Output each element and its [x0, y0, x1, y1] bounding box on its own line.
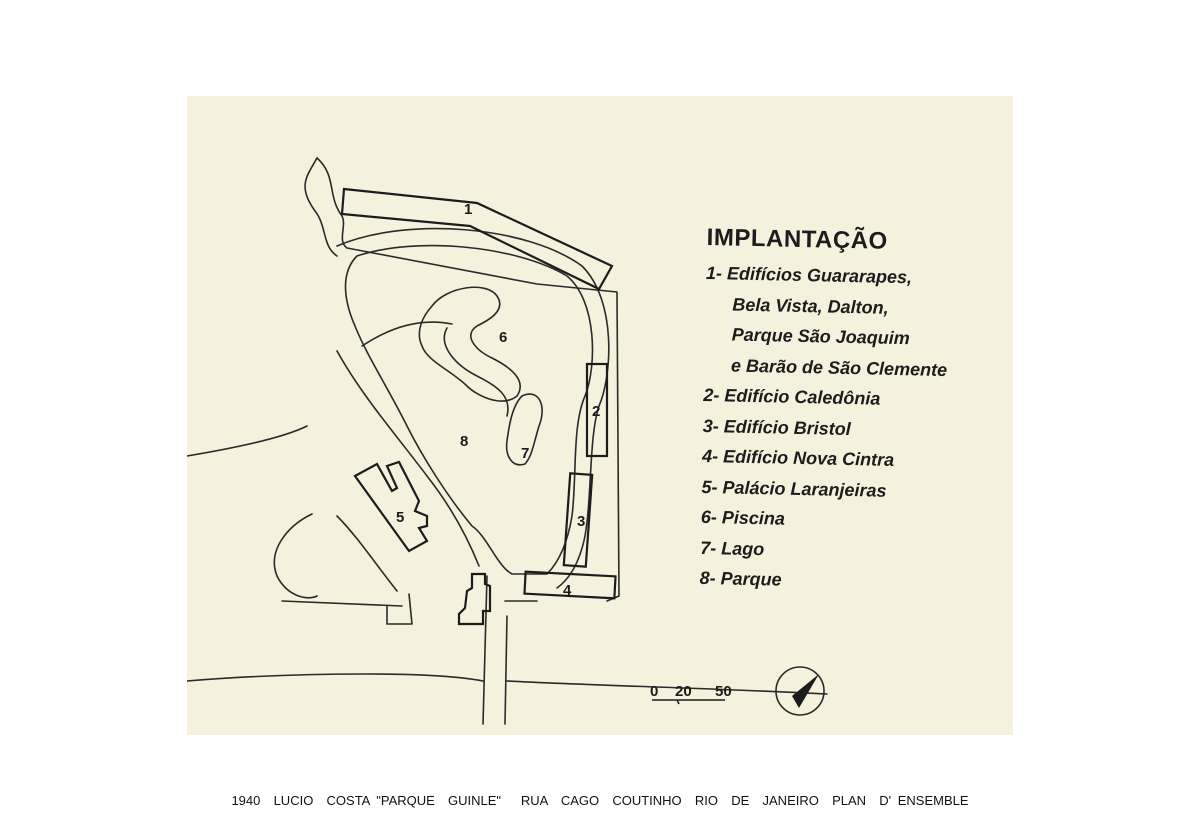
building-5-footprint [355, 462, 427, 551]
path-west [337, 351, 479, 566]
building-1-footprint [342, 189, 612, 289]
legend-item-2: 2- Edifício Caledônia [703, 384, 881, 409]
plan-label-2: 2 [592, 403, 601, 420]
site-boundary [317, 158, 619, 601]
legend-item-7: 7- Lago [700, 537, 765, 559]
scale-zero: 0 [650, 683, 659, 700]
legend-item-6: 6- Piscina [700, 506, 786, 529]
scale-end: 50 [715, 683, 732, 700]
legend-item-1: 1- Edifícios Guararapes, [705, 262, 913, 288]
pool-path [362, 322, 508, 416]
legend-title: IMPLANTAÇÃO [706, 224, 889, 255]
legend-item-8: 8- Parque [699, 567, 782, 590]
north-arrow-icon [776, 667, 824, 715]
legend-item-1-cont-b: Parque São Joaquim [731, 324, 910, 349]
legend-item-1-cont-a: Bela Vista, Dalton, [732, 294, 889, 318]
plan-label-6: 6 [499, 329, 508, 346]
legend-item-5: 5- Palácio Laranjeiras [701, 476, 887, 501]
scale-bar [650, 683, 732, 704]
plan-label-4: 4 [563, 582, 572, 599]
road-edge-west [305, 158, 337, 256]
plan-label-3: 3 [577, 513, 586, 530]
plot-southwest [274, 514, 317, 598]
site-plan-map [187, 96, 1013, 735]
plan-label-8: 8 [460, 433, 469, 450]
path-diagonal [187, 426, 397, 591]
plan-label-7: 7 [521, 445, 530, 462]
plan-label-1: 1 [464, 201, 473, 218]
legend-item-4: 4- Edifício Nova Cintra [701, 445, 895, 470]
legend-item-3: 3- Edifício Bristol [702, 415, 851, 439]
plan-label-5: 5 [396, 509, 405, 526]
legend [699, 224, 950, 599]
legend-item-1-cont-c: e Barão de São Clemente [730, 355, 948, 380]
figure-caption: 1940 LUCIO COSTA "PARQUE GUINLE" RUA CAGO COUTINHO RIO DE JANEIRO PLAN D' ENSEMBLE [231, 793, 969, 808]
park-outline [345, 246, 592, 574]
scale-mid: 20 [675, 683, 692, 700]
